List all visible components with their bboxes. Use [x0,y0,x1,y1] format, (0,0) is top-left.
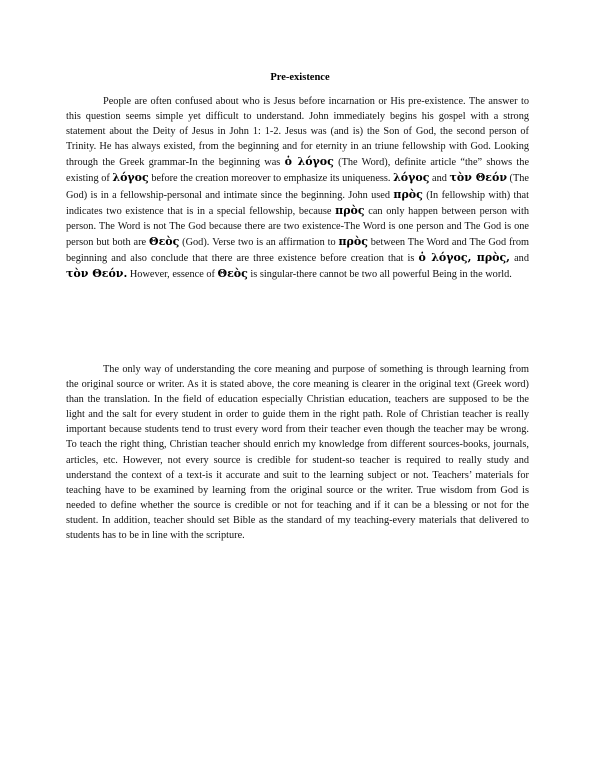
greek-term: τὸν Θεόν. [66,267,128,281]
greek-term: ὁ λόγος [284,155,334,169]
p1-text: (God). Verse two is an affirmation to [179,236,339,248]
greek-term: πρὸς [335,203,365,217]
p1-text: before the creation moreover to emphasize its uniqueness. [148,173,394,185]
greek-term: τὸν Θεόν [449,171,507,185]
p1-text: (In fellowship with) that indicates two existence that is in a special fellowship, because [66,189,529,217]
p1-text: can only happen between person with person. The Word is not The God because there are two existence-The Word is one person and The God is one person but both are [66,205,529,248]
greek-term: Θεὸς [217,267,248,281]
greek-term: λόγος [112,171,149,185]
p1-text: However, essence of [127,269,218,281]
greek-term: πρὸς [338,234,368,248]
p1-text: (The Word), definite article “the” shows the existing of [66,157,530,185]
paragraph-2: The only way of understanding the core meaning and purpose of something is through learning from the original source or writer. As it is stated above, the core meaning is clearer in the original text (Greek word) than the translation. In the field of education especially Christian education, teachers are supposed to be the light and the salt for every student in order to guide them in the right path. Role of Christian teacher is really important because students tend to trust every word from their teacher even though the teacher may be wrong. To teach the right thing, Christian teacher should enrich my knowledge from different sources-books, journals, articles, etc. However, not every source is credible for student-so teacher is required to really study and understand the context of a text-is it accurate and suit to the learning subject or not. Teachers’ materials for teaching have to be examined by learning from the original source or the writer. True wisdom from God is needed to define whether the source is credible or not for teaching and if it can be a blessing or not for the student. In addition, teacher should set Bible as the standard of my teaching-every materials that delivered to students has to be in line with the scripture. [66,364,529,542]
p1-text: and [510,252,529,264]
greek-term: πρὸς [393,187,423,201]
p1-text: (The God) is in a fellowship-personal and intimate since the beginning. John used [66,173,529,201]
greek-term: Θεὸς [148,234,180,248]
p1-text: People are often confused about who is Jesus before incarnation or His pre-existence. The answer to this question seems simple yet difficult to understand. John immediately begins his gospel with a strong statement about the Deity of Jesus in John 1: 1-2. Jesus was (and is) the Son of God, the second person of Trinity. He has always existed, from the beginning and for eternity in an triune fellowship with God. Looking through the Greek grammar-In the beginning was [66,96,529,169]
page-title: Pre-existence [270,72,330,83]
greek-term: ὁ λόγος, πρὸς, [418,250,510,264]
p1-text: is singular-there cannot be two all powerful Being in the world. [247,269,512,281]
greek-term: λόγος [393,171,430,185]
p1-text: between The Word and The God from beginning and also conclude that there are three existence before creation that is [66,236,529,264]
paragraph-1 [66,94,529,282]
p1-text: and [429,173,450,185]
